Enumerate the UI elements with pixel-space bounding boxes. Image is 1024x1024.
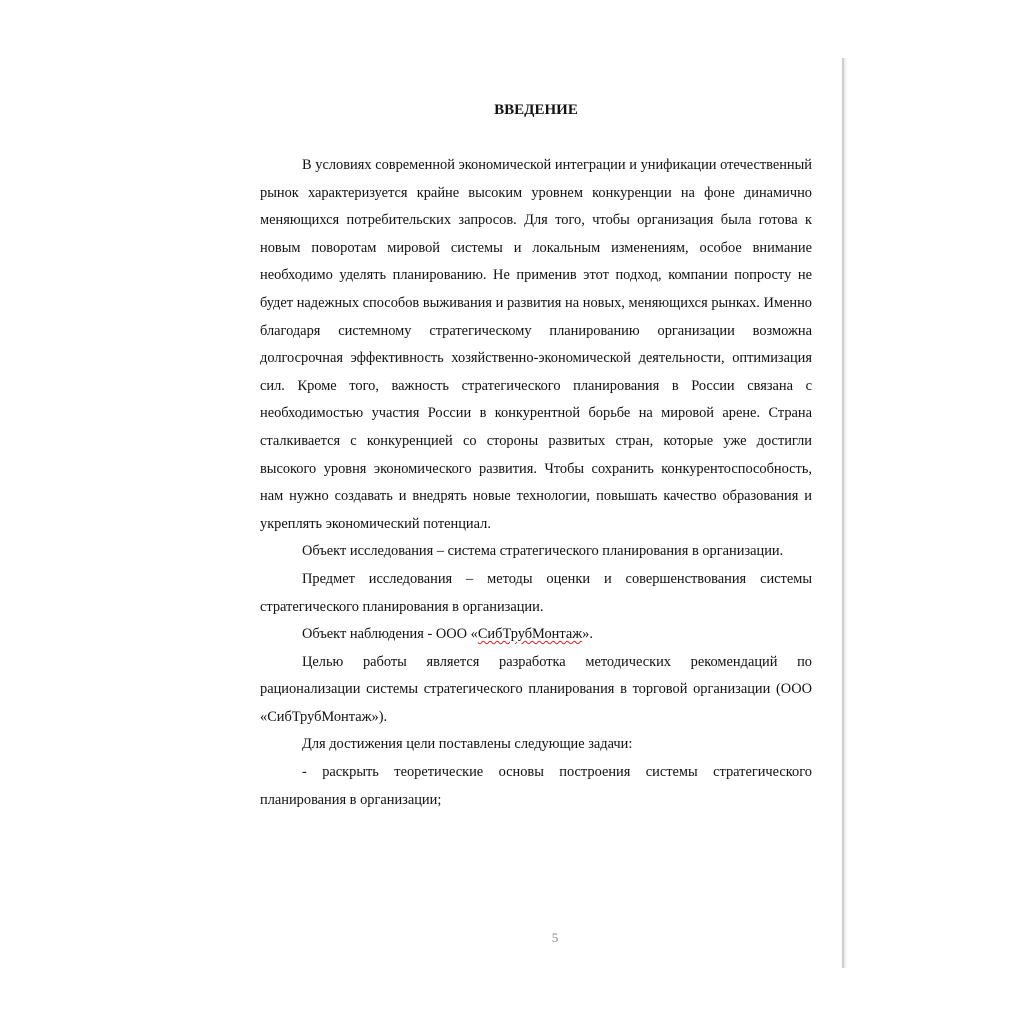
document-body: [260, 152, 812, 814]
observation-suffix: ».: [582, 626, 593, 643]
paragraph-tasks-intro: Для достижения цели поставлены следующие задачи:: [302, 736, 633, 753]
page-title: ВВЕДЕНИЕ: [494, 102, 578, 118]
spellcheck-company-name[interactable]: СибТрубМонтаж: [477, 626, 583, 643]
paragraph-object: Объект исследования – система стратегического планирования в организации.: [302, 543, 784, 560]
page-number: 5: [551, 930, 559, 945]
paragraph-intro: В условиях современной экономической интеграции и унификации отечественный рынок характеризуется крайне высоким уровнем конкуренции на фоне динамично меняющихся потребительских запросов. Для того, чтобы организация была готова к новым поворотам мировой системы и локальным изменениям, особое внимание необходимо уделять планированию. Не применив этот подход, компании попросту не будет надежных способов выживания и развития на новых, меняющихся рынках. Именно благодаря системному стратегическому планированию организации возможна долгосрочная эффективность хозяйственно-экономической деятельности, оптимизация сил. Кроме того, важность стратегического планирования в России связана с необходимостью участия России в конкурентной борьбе на мировой арене. Страна сталкивается с конкуренцией со стороны развитых стран, которые уже достигли высокого уровня экономического развития. Чтобы сохранить конкурентоспособность, нам нужно создавать и внедрять новые технологии, повышать качество образования и укреплять экономический потенциал.: [260, 157, 812, 532]
observation-prefix: Объект наблюдения - ООО «: [302, 626, 478, 643]
page-edge-shadow: [844, 58, 847, 968]
paragraph-subject: Предмет исследования – методы оценки и совершенствования системы стратегического планирования в организации.: [260, 570, 812, 615]
paragraph-task-1: - раскрыть теоретические основы построения системы стратегического планирования в организации;: [260, 764, 812, 808]
paragraph-goal: Целью работы является разработка методических рекомендаций по рационализации системы стратегического планирования в торговой организации (ООО «СибТрубМонтаж»).: [260, 653, 812, 725]
paragraph-observation: [260, 621, 812, 649]
